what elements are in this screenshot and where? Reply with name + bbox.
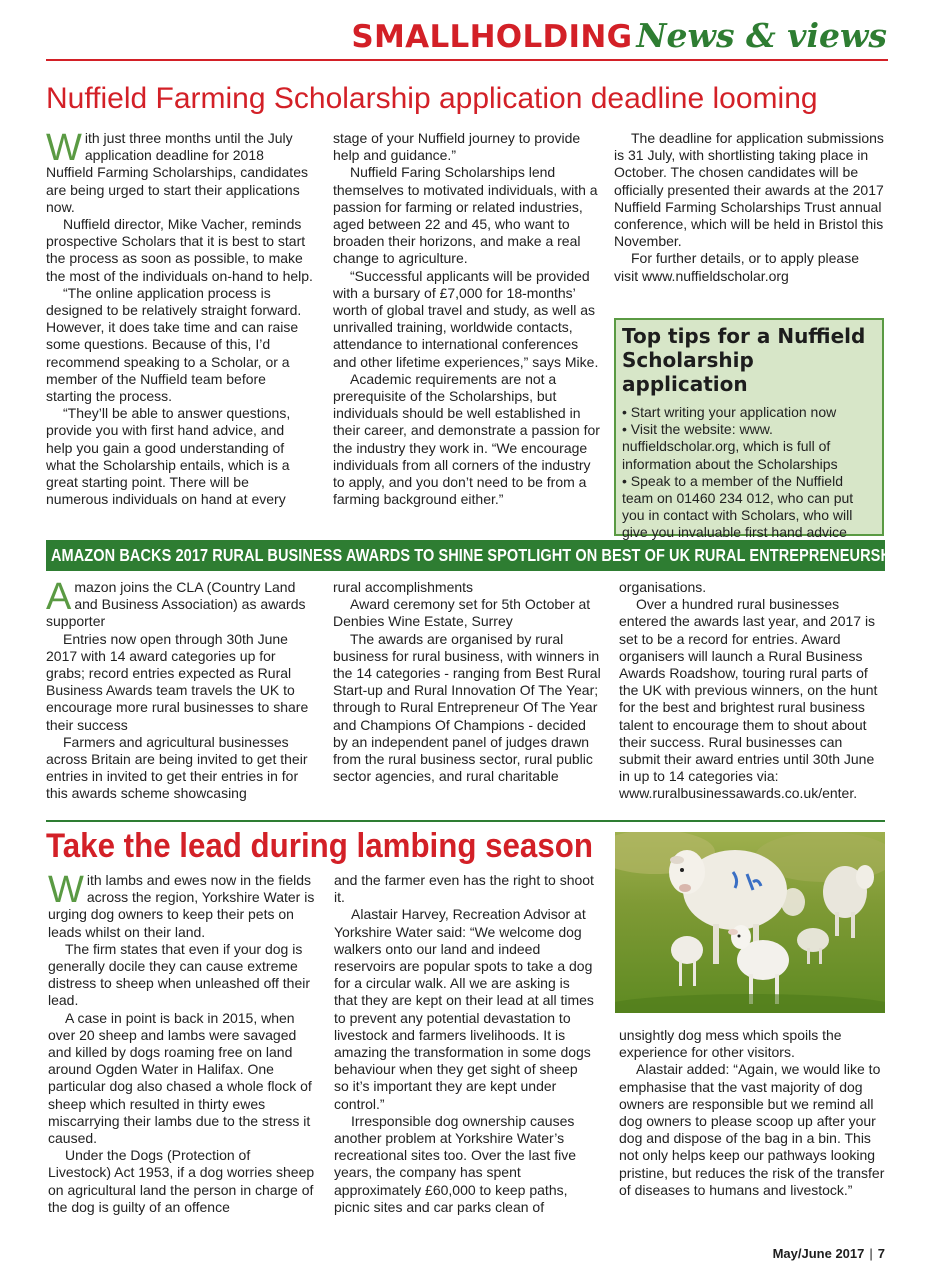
footer-separator: | bbox=[869, 1246, 873, 1261]
lambing-column-1 bbox=[48, 869, 316, 1216]
paragraph: Farmers and agricultural businesses across Britain are being invited to get their entries in invited to get their entries in for this awards scheme showcasing bbox=[46, 733, 308, 802]
paragraph: Academic requirements are not a prerequisite of the Scholarships, but individuals should be well established in their career, and demonstrate a passion for the industry they work in. “We encourage individuals from all corners of the industry to apply, and you don’t need to be from a farming background either.” bbox=[333, 370, 600, 508]
paragraph: Award ceremony set for 5th October at Denbies Wine Estate, Surrey bbox=[333, 596, 591, 630]
amazon-awards-banner bbox=[46, 540, 905, 571]
lambing-column-3 bbox=[619, 1027, 885, 1199]
lambing-column-2 bbox=[334, 872, 596, 1216]
drop-cap: W bbox=[48, 869, 84, 911]
article-title-nuffield: Nuffield Farming Scholarship application deadline looming bbox=[46, 82, 818, 115]
tip-item: • Start writing your application now bbox=[622, 404, 837, 420]
magazine-name: SMALLHOLDING bbox=[351, 19, 633, 55]
paragraph: “The online application process is designed to be relatively straight forward. However, it does take time and can raise some questions. Because of this, I’d recommend speaking to a Scholar, or a member of the Nuffield team before starting the process. bbox=[46, 284, 302, 405]
paragraph: Alastair Harvey, Recreation Advisor at Yorkshire Water said: “We welcome dog walkers onto our land and indeed reservoirs are popular spots to take a dog for a circular walk. All we are asking is that they are kept on their lead at all times to prevent any potential devastation to livestock and farmers livelihoods. It is amazing the transformation in some dogs behaviour when they get sight of sheep so it’s important they are kept under control.” bbox=[334, 906, 594, 1112]
nuffield-column-3 bbox=[614, 130, 886, 285]
paragraph: ith just three months until the July application deadline for 2018 Nuffield Farming Scholarships, candidates are being urged to start their applications now. bbox=[46, 130, 308, 215]
paragraph: stage of your Nuffield journey to provide help and guidance.” bbox=[333, 130, 581, 164]
sheep-and-lambs-photo bbox=[615, 832, 885, 1013]
paragraph: Entries now open through 30th June 2017 with 14 award categories up for grabs; record entries expected as Rural Business Awards team travels the UK to encourage more rural businesses to share their success bbox=[46, 630, 309, 733]
paragraph: “They’ll be able to answer questions, provide you with first hand advice, and help you gain a good understanding of what the Scholarship entails, which is a great starting point. There will be numerous individuals on hand at every bbox=[46, 405, 291, 508]
paragraph: The awards are organised by rural business for rural business, with winners in the 14 categories - ranging from Best Rural Start-up and Rural Innovation Of The Year; through to Rural Entrepreneur Of The Year and Champions Of Champions - decided by an independent panel of judges drawn from the rural business sector, rural public sector agencies, and rural charitable bbox=[333, 630, 601, 785]
banner-headline: AMAZON BACKS 2017 RURAL BUSINESS AWARDS TO SHINE SPOTLIGHT ON BEST OF UK RURAL ENTREPRENEURSHIP bbox=[50, 545, 905, 565]
paragraph: Nuffield Faring Scholarships lend themselves to motivated individuals, with a passion for farming or related industries, aged between 22 and 45, who want to broaden their horizons, and make a real change to agriculture. bbox=[333, 164, 598, 267]
paragraph: organisations. bbox=[619, 579, 707, 595]
paragraph: “Successful applicants will be provided with a bursary of £7,000 for 18-months’ worth of global travel and study, as well as unrivalled training, worldwide contacts, attendance to international conferences and other lifetime experiences,” says Mike. bbox=[333, 267, 599, 370]
awards-column-2 bbox=[333, 579, 603, 785]
top-tips-title: Top tips for a Nuffield Scholarship application bbox=[622, 324, 866, 396]
masthead bbox=[351, 16, 887, 55]
article-title-lambing: Take the lead during lambing season bbox=[46, 827, 593, 865]
section-rule bbox=[46, 820, 885, 822]
paragraph: and the farmer even has the right to shoot it. bbox=[334, 872, 594, 906]
paragraph: A case in point is back in 2015, when over 20 sheep and lambs were savaged and killed by dogs roaming free on land around Ogden Water in Halifax. One particular dog also chased a whole flock of sheep which resulted in thirty ewes miscarrying their lambs due to the stress it caused. bbox=[48, 1009, 312, 1147]
page-number: 7 bbox=[877, 1246, 885, 1261]
paragraph: Over a hundred rural businesses entered the awards last year, and 2017 is set to be a record for entries. Award organisers will launch a Rural Business Awards Roadshow, touring rural parts of the UK with previous winners, on the hunt for the best and brightest rural business talent to encourage them to shout about their success. Rural businesses can submit their award entries until 30th June in up to 14 categories via: www.ruralbusinessawards.co.uk/enter. bbox=[619, 596, 878, 802]
paragraph: rural accomplishments bbox=[333, 579, 474, 595]
nuffield-column-1 bbox=[46, 127, 314, 508]
awards-column-1 bbox=[46, 576, 314, 803]
drop-cap: A bbox=[46, 576, 72, 618]
paragraph: Nuffield director, Mike Vacher, reminds prospective Scholars that it is best to start the process as soon as possible, to make the most of the individuals on-hand to help. bbox=[46, 216, 313, 284]
paragraph: ith lambs and ewes now in the fields across the region, Yorkshire Water is urging dog owners to keep their pets on leads whilst on their land. bbox=[48, 872, 315, 940]
top-tips-box bbox=[614, 318, 884, 541]
paragraph: unsightly dog mess which spoils the experience for other visitors. bbox=[619, 1027, 842, 1061]
paragraph: Under the Dogs (Protection of Livestock) Act 1953, if a dog worries sheep on agricultural land the person in charge of the dog is guilty of an offence bbox=[48, 1147, 315, 1215]
tip-item: • Visit the website: www. nuffieldscholar.org, which is full of information about the Scholarships bbox=[622, 421, 838, 472]
paragraph: The deadline for application submissions is 31 July, with shortlisting taking place in October. The chosen candidates will be officially presented their awards at the 2017 Nuffield Farming Scholarships Trust annual conference, which will be held in Bristol this November. bbox=[614, 130, 884, 250]
header-rule bbox=[46, 59, 888, 61]
issue-date: May/June 2017 bbox=[772, 1246, 865, 1261]
paragraph: mazon joins the CLA (Country Land and Business Association) as awards supporter bbox=[46, 579, 306, 630]
page-footer bbox=[773, 1246, 885, 1261]
paragraph: For further details, or to apply please visit www.nuffieldscholar.org bbox=[614, 250, 860, 284]
paragraph: Alastair added: “Again, we would like to emphasise that the vast majority of dog owners are responsible but we remind all dog owners to please scoop up after your dog and dispose of the bag in a bin. This not only helps keep our pathways looking pristine, but reduces the risk of the transfer of diseases to humans and livestock.” bbox=[619, 1061, 885, 1198]
paragraph: The firm states that even if your dog is generally docile they can cause extreme distress to sheep when unleashed off their lead. bbox=[48, 940, 311, 1009]
section-name: News & views bbox=[636, 16, 887, 55]
nuffield-column-2 bbox=[333, 130, 601, 508]
awards-column-3 bbox=[619, 579, 887, 803]
tip-item: • Speak to a member of the Nuffield team on 01460 234 012, who can put you in contact with Scholars, who will give you invaluable first hand advice bbox=[622, 472, 854, 541]
paragraph: Irresponsible dog ownership causes another problem at Yorkshire Water’s recreational sites too. Over the last five years, the company has spent approximately £60,000 to keep paths, picnic sites and car parks clean of bbox=[334, 1112, 576, 1215]
drop-cap: W bbox=[46, 127, 82, 169]
